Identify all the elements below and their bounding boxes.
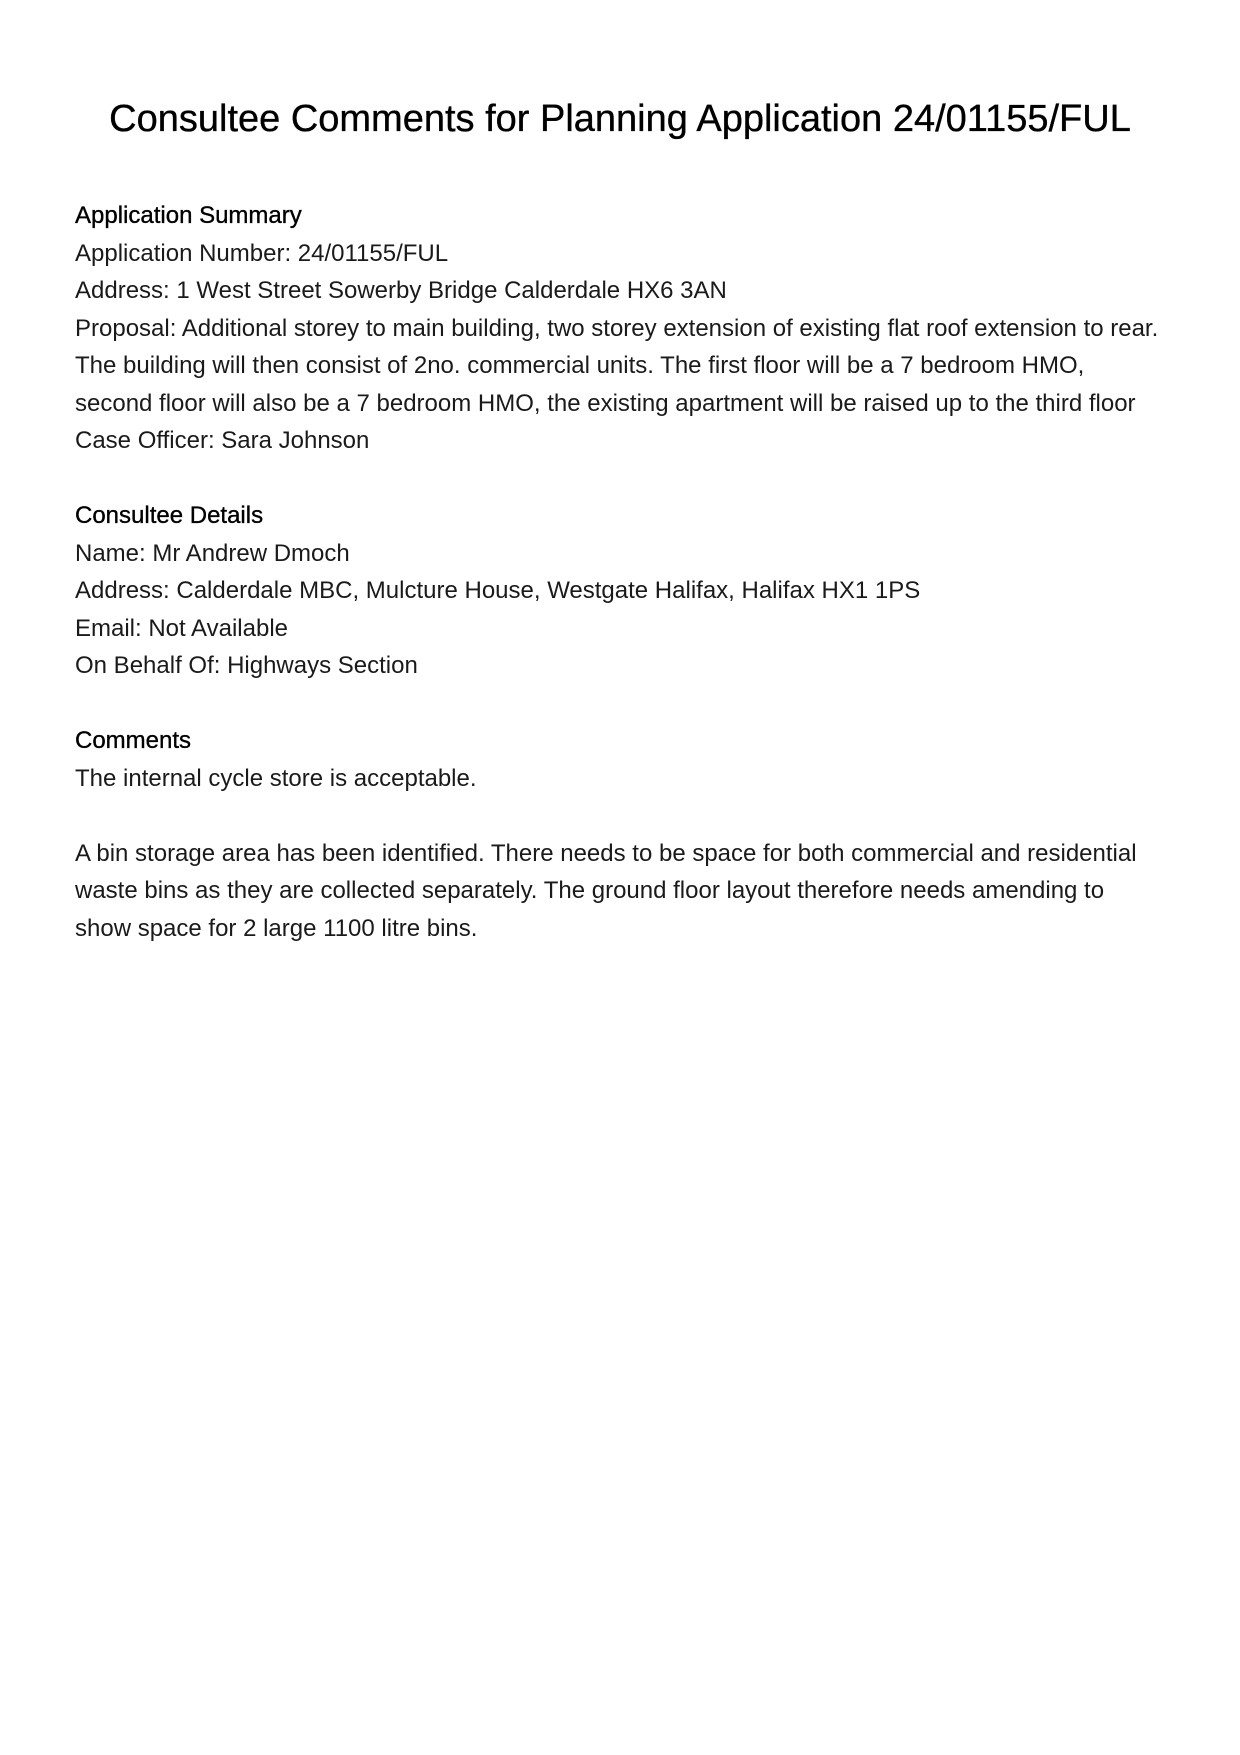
comment-paragraph-1: The internal cycle store is acceptable. — [75, 764, 477, 792]
application-address: Address: 1 West Street Sowerby Bridge Calderdale HX6 3AN — [75, 277, 727, 304]
consultee-on-behalf-of: On Behalf Of: Highways Section — [75, 652, 418, 679]
consultee-name: Name: Mr Andrew Dmoch — [75, 539, 350, 567]
consultee-details-section — [75, 497, 1165, 685]
comments-section — [75, 722, 1165, 947]
consultee-details-heading: Consultee Details — [75, 502, 264, 529]
case-officer: Case Officer: Sara Johnson — [75, 427, 370, 454]
consultee-address: Address: Calderdale MBC, Mulcture House, Westgate Halifax, Halifax HX1 1PS — [75, 577, 921, 604]
consultee-email: Email: Not Available — [75, 614, 288, 642]
application-summary-section — [75, 197, 1165, 460]
application-number: Application Number: 24/01155/FUL — [75, 239, 449, 267]
application-summary-heading: Application Summary — [75, 202, 302, 229]
comments-heading: Comments — [75, 727, 192, 754]
comment-paragraph-2: A bin storage area has been identified. There needs to be space for both commercial and residential waste bins as they are collected separately. The ground floor layout therefore needs amending to show space for 2 large 1100 litre bins. — [75, 839, 1137, 942]
document-title: Consultee Comments for Planning Application 24/01155/FUL — [109, 98, 1131, 140]
application-proposal: Proposal: Additional storey to main building, two storey extension of existing flat roof extension to rear. The building will then consist of 2no. commercial units. The first floor will be a 7 bedroom HMO, second floor will also be a 7 bedroom HMO, the existing apartment will be raised up to the third floor — [75, 314, 1159, 417]
